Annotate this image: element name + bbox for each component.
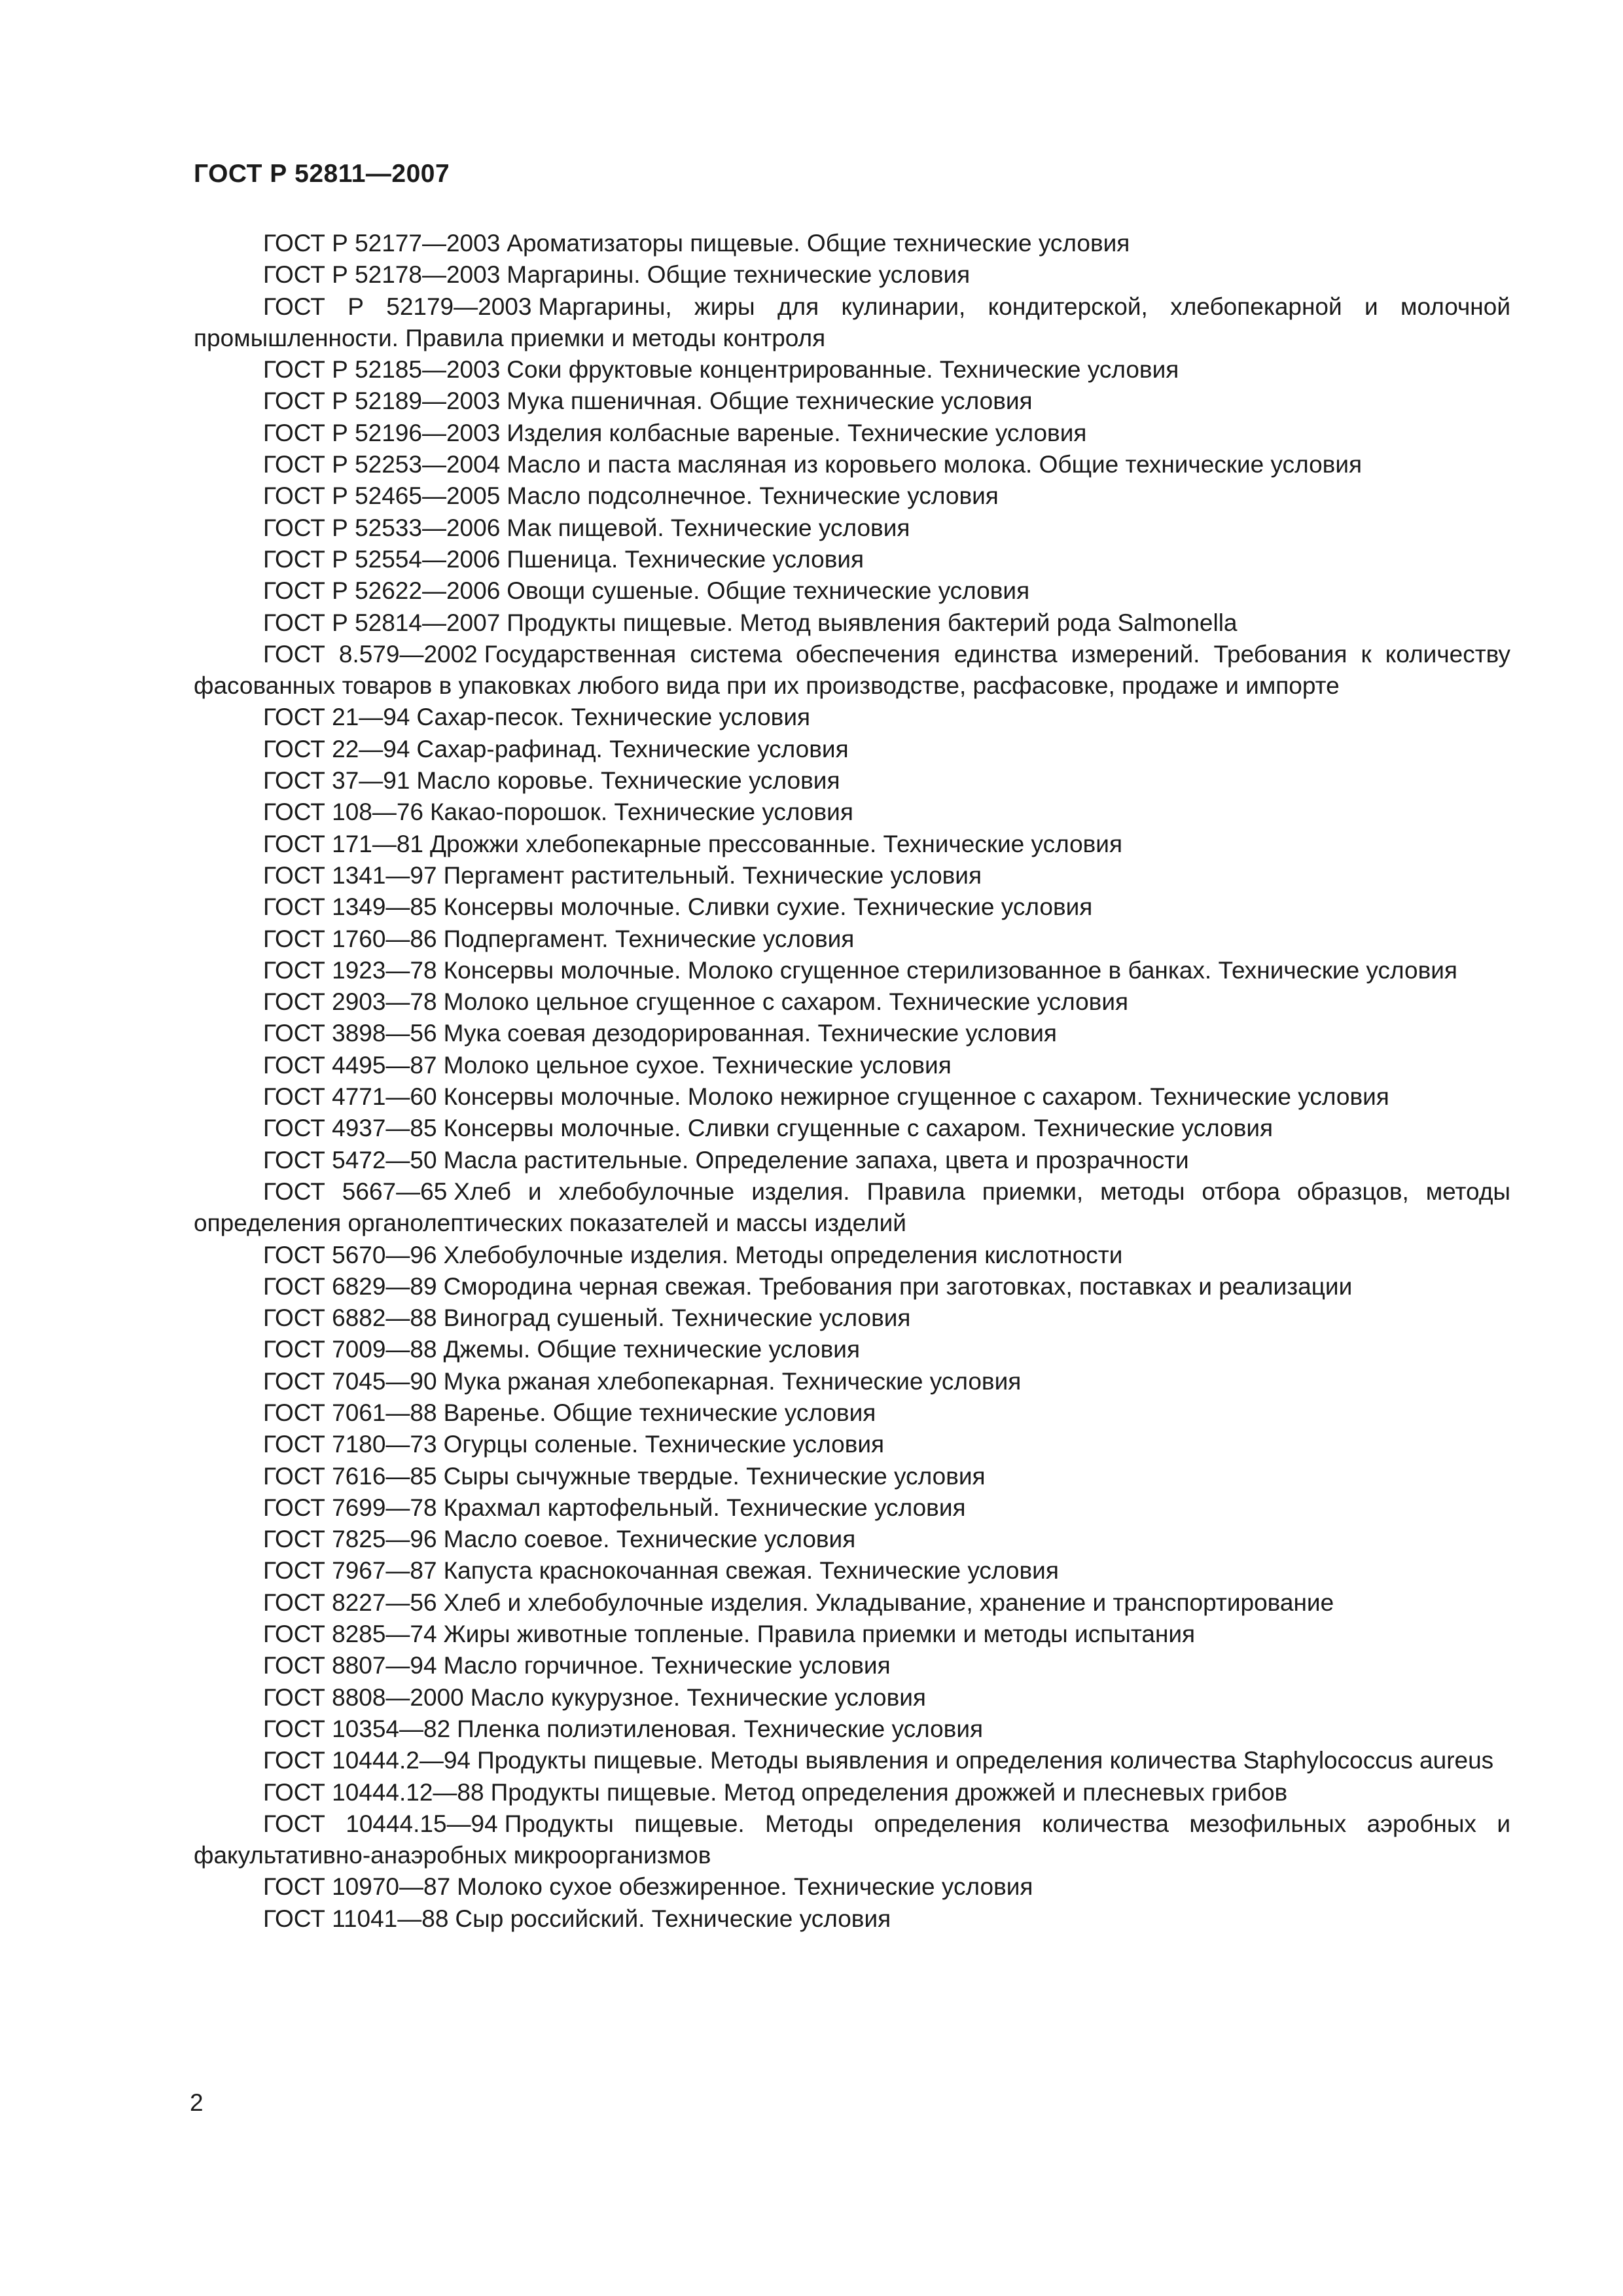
reference-code: ГОСТ 10354—82: [263, 1715, 451, 1742]
reference-title: Масло коровье. Технические условия: [416, 767, 840, 795]
reference-title: Пленка полиэтиленовая. Технические условия: [457, 1715, 984, 1742]
reference-code: ГОСТ 11041—88: [263, 1905, 449, 1932]
reference-item: [194, 1777, 1510, 1808]
reference-code: ГОСТ 8285—74: [263, 1621, 437, 1648]
reference-code: ГОСТ Р 52465—2005: [263, 482, 501, 510]
reference-code: ГОСТ 8808—2000: [263, 1683, 464, 1711]
reference-item: [194, 1145, 1510, 1176]
reference-item: [194, 449, 1510, 480]
reference-item: [194, 829, 1510, 860]
reference-item: [194, 1461, 1510, 1492]
reference-title: Какао-порошок. Технические условия: [430, 798, 853, 826]
reference-item: [194, 575, 1510, 607]
reference-title: Соки фруктовые концентрированные. Технические условия: [507, 356, 1179, 384]
reference-item: [194, 1492, 1510, 1524]
reference-title: Мука ржаная хлебопекарная. Технические условия: [443, 1367, 1022, 1395]
reference-title: Молоко сухое обезжиренное. Технические условия: [457, 1873, 1033, 1901]
reference-title: Масло горчичное. Технические условия: [443, 1652, 891, 1679]
reference-code: ГОСТ 10970—87: [263, 1873, 451, 1901]
reference-title: Продукты пищевые. Методы определения количества мезофильных аэробных и факультативно-анаэробных микроорганизмов: [194, 1810, 1510, 1869]
reference-title: Хлеб и хлебобулочные изделия. Правила приемки, методы отбора образцов, методы определения органолептических показателей и массы изделий: [194, 1177, 1511, 1237]
reference-code: ГОСТ 22—94: [263, 735, 410, 762]
reference-title: Молоко цельное сухое. Технические условия: [443, 1051, 952, 1079]
reference-item: [194, 734, 1510, 765]
reference-code: ГОСТ 2903—78: [263, 988, 437, 1016]
reference-code: ГОСТ 7061—88: [263, 1399, 437, 1426]
reference-title: Сахар-рафинад. Технические условия: [416, 735, 849, 762]
reference-title: Консервы молочные. Сливки сгущенные с сахаром. Технические условия: [443, 1115, 1274, 1142]
reference-code: ГОСТ 8807—94: [263, 1652, 437, 1679]
reference-title: Мак пищевой. Технические условия: [507, 514, 910, 541]
reference-title: Джемы. Общие технические условия: [443, 1336, 860, 1363]
reference-item: [194, 1713, 1510, 1745]
reference-code: ГОСТ 6882—88: [263, 1304, 437, 1332]
reference-code: ГОСТ 7825—96: [263, 1526, 437, 1553]
reference-item: [194, 1240, 1510, 1271]
reference-code: ГОСТ Р 52622—2006: [263, 577, 501, 605]
reference-title: Хлеб и хлебобулочные изделия. Укладывание, хранение и транспортирование: [443, 1588, 1334, 1616]
reference-code: ГОСТ 5667—65: [263, 1177, 448, 1205]
reference-item: [194, 1397, 1510, 1429]
reference-item: [194, 418, 1510, 449]
reference-item: [194, 386, 1510, 417]
reference-title: Пергамент растительный. Технические условия: [443, 861, 982, 889]
reference-title: Ароматизаторы пищевые. Общие технические условия: [507, 230, 1130, 257]
reference-item: [194, 860, 1510, 891]
reference-item: [194, 1113, 1510, 1144]
reference-title: Масла растительные. Определение запаха, цвета и прозрачности: [443, 1146, 1189, 1174]
reference-code: ГОСТ 8.579—2002: [263, 640, 478, 668]
reference-code: ГОСТ 7045—90: [263, 1367, 437, 1395]
reference-item: [194, 354, 1510, 386]
reference-item: [194, 1745, 1510, 1776]
reference-title: Овощи сушеные. Общие технические условия: [507, 577, 1030, 605]
reference-title: Варенье. Общие технические условия: [443, 1399, 876, 1426]
reference-code: ГОСТ 1341—97: [263, 861, 437, 889]
reference-title: Продукты пищевые. Метод определения дрожжей и плесневых грибов: [490, 1778, 1288, 1806]
reference-code: ГОСТ 108—76: [263, 798, 423, 826]
reference-title: Смородина черная свежая. Требования при заготовках, поставках и реализации: [443, 1272, 1353, 1300]
reference-item: [194, 1050, 1510, 1081]
reference-title: Жиры животные топленые. Правила приемки и методы испытания: [443, 1621, 1196, 1648]
reference-item: [194, 924, 1510, 955]
reference-code: ГОСТ 7180—73: [263, 1431, 437, 1458]
reference-title: Продукты пищевые. Метод выявления бактерий рода Salmonella: [507, 609, 1238, 636]
page-number: 2: [190, 2089, 204, 2116]
reference-item: [194, 1619, 1510, 1650]
reference-item: [194, 1018, 1510, 1049]
reference-code: ГОСТ 3898—56: [263, 1020, 437, 1047]
normative-references-list: [194, 228, 1510, 1935]
document-header: ГОСТ Р 52811—2007: [194, 160, 450, 188]
reference-title: Масло подсолнечное. Технические условия: [507, 482, 999, 510]
reference-code: ГОСТ Р 52253—2004: [263, 451, 501, 478]
reference-title: Изделия колбасные вареные. Технические условия: [507, 419, 1087, 446]
reference-title: Масло кукурузное. Технические условия: [470, 1683, 926, 1711]
reference-code: ГОСТ 5670—96: [263, 1241, 437, 1268]
reference-title: Сахар-песок. Технические условия: [416, 704, 811, 731]
reference-item: [194, 1334, 1510, 1365]
reference-code: ГОСТ 10444.12—88: [263, 1778, 484, 1806]
reference-code: ГОСТ 37—91: [263, 767, 410, 795]
reference-title: Государственная система обеспечения единства измерений. Требования к количеству фасованных товаров в упаковках любого вида при их производстве, расфасовке, продаже и импорте: [194, 640, 1510, 700]
reference-item: [194, 891, 1510, 923]
reference-item: [194, 1176, 1510, 1240]
reference-title: Продукты пищевые. Методы выявления и определения количества Staphylococcus aureus: [477, 1747, 1494, 1774]
reference-title: Маргарины. Общие технические условия: [507, 261, 971, 289]
reference-title: Масло и паста масляная из коровьего молока. Общие технические условия: [507, 451, 1363, 478]
reference-item: [194, 544, 1510, 575]
reference-code: ГОСТ 10444.2—94: [263, 1747, 471, 1774]
reference-code: ГОСТ 21—94: [263, 704, 410, 731]
reference-title: Масло соевое. Технические условия: [443, 1526, 856, 1553]
reference-code: ГОСТ 4937—85: [263, 1115, 437, 1142]
reference-item: [194, 480, 1510, 512]
reference-code: ГОСТ 7009—88: [263, 1336, 437, 1363]
reference-title: Маргарины, жиры для кулинарии, кондитерской, хлебопекарной и молочной промышленности. Правила приемки и методы контроля: [194, 293, 1510, 351]
reference-code: ГОСТ Р 52554—2006: [263, 545, 501, 573]
reference-title: Консервы молочные. Молоко нежирное сгущенное с сахаром. Технические условия: [443, 1083, 1389, 1111]
reference-code: ГОСТ 6829—89: [263, 1272, 437, 1300]
reference-title: Пшеница. Технические условия: [507, 545, 865, 573]
reference-item: [194, 259, 1510, 291]
reference-code: ГОСТ 7699—78: [263, 1494, 437, 1521]
reference-code: ГОСТ Р 52189—2003: [263, 387, 501, 415]
reference-code: ГОСТ Р 52533—2006: [263, 514, 501, 541]
reference-item: [194, 512, 1510, 544]
reference-title: Сыр российский. Технические условия: [455, 1905, 891, 1932]
reference-title: Консервы молочные. Молоко сгущенное стерилизованное в банках. Технические условия: [443, 956, 1457, 984]
reference-title: Виноград сушеный. Технические условия: [443, 1304, 911, 1332]
reference-title: Мука пшеничная. Общие технические условия: [507, 387, 1033, 415]
reference-title: Огурцы соленые. Технические условия: [443, 1431, 885, 1458]
reference-item: [194, 1366, 1510, 1397]
reference-item: [194, 1271, 1510, 1302]
reference-code: ГОСТ Р 52179—2003: [263, 293, 532, 320]
reference-title: Консервы молочные. Сливки сухие. Технические условия: [443, 893, 1093, 921]
reference-code: ГОСТ Р 52196—2003: [263, 419, 501, 446]
reference-code: ГОСТ 5472—50: [263, 1146, 437, 1174]
reference-code: ГОСТ Р 52814—2007: [263, 609, 501, 636]
reference-code: ГОСТ 1760—86: [263, 925, 437, 952]
reference-code: ГОСТ Р 52177—2003: [263, 230, 501, 257]
reference-item: [194, 1587, 1510, 1619]
reference-code: ГОСТ 4771—60: [263, 1083, 437, 1111]
reference-item: [194, 228, 1510, 259]
reference-item: [194, 955, 1510, 986]
reference-item: [194, 702, 1510, 733]
reference-item: [194, 291, 1510, 355]
reference-title: Хлебобулочные изделия. Методы определения кислотности: [443, 1241, 1123, 1268]
reference-code: ГОСТ 8227—56: [263, 1588, 437, 1616]
reference-title: Капуста краснокочанная свежая. Технические условия: [443, 1557, 1059, 1585]
reference-item: [194, 1429, 1510, 1460]
reference-code: ГОСТ 171—81: [263, 830, 423, 857]
reference-title: Дрожжи хлебопекарные прессованные. Технические условия: [430, 830, 1123, 857]
reference-title: Мука соевая дезодорированная. Технические условия: [443, 1020, 1057, 1047]
reference-item: [194, 1871, 1510, 1903]
reference-item: [194, 1650, 1510, 1681]
reference-item: [194, 986, 1510, 1018]
reference-item: [194, 1555, 1510, 1587]
reference-code: ГОСТ Р 52185—2003: [263, 356, 501, 384]
reference-title: Молоко цельное сгущенное с сахаром. Технические условия: [443, 988, 1129, 1016]
reference-item: [194, 1081, 1510, 1113]
reference-item: [194, 1524, 1510, 1555]
reference-code: ГОСТ 1923—78: [263, 956, 437, 984]
reference-item: [194, 607, 1510, 639]
reference-item: [194, 1302, 1510, 1334]
reference-code: ГОСТ 7616—85: [263, 1462, 437, 1490]
reference-title: Крахмал картофельный. Технические условия: [443, 1494, 966, 1521]
reference-code: ГОСТ Р 52178—2003: [263, 261, 501, 289]
reference-code: ГОСТ 10444.15—94: [263, 1810, 498, 1837]
reference-item: [194, 1808, 1510, 1872]
reference-title: Сыры сычужные твердые. Технические условия: [443, 1462, 986, 1490]
reference-item: [194, 639, 1510, 702]
reference-code: ГОСТ 7967—87: [263, 1557, 437, 1585]
reference-item: [194, 1903, 1510, 1935]
reference-item: [194, 765, 1510, 797]
reference-code: ГОСТ 4495—87: [263, 1051, 437, 1079]
reference-title: Подпергамент. Технические условия: [443, 925, 855, 952]
reference-item: [194, 797, 1510, 828]
reference-item: [194, 1682, 1510, 1713]
reference-code: ГОСТ 1349—85: [263, 893, 437, 921]
